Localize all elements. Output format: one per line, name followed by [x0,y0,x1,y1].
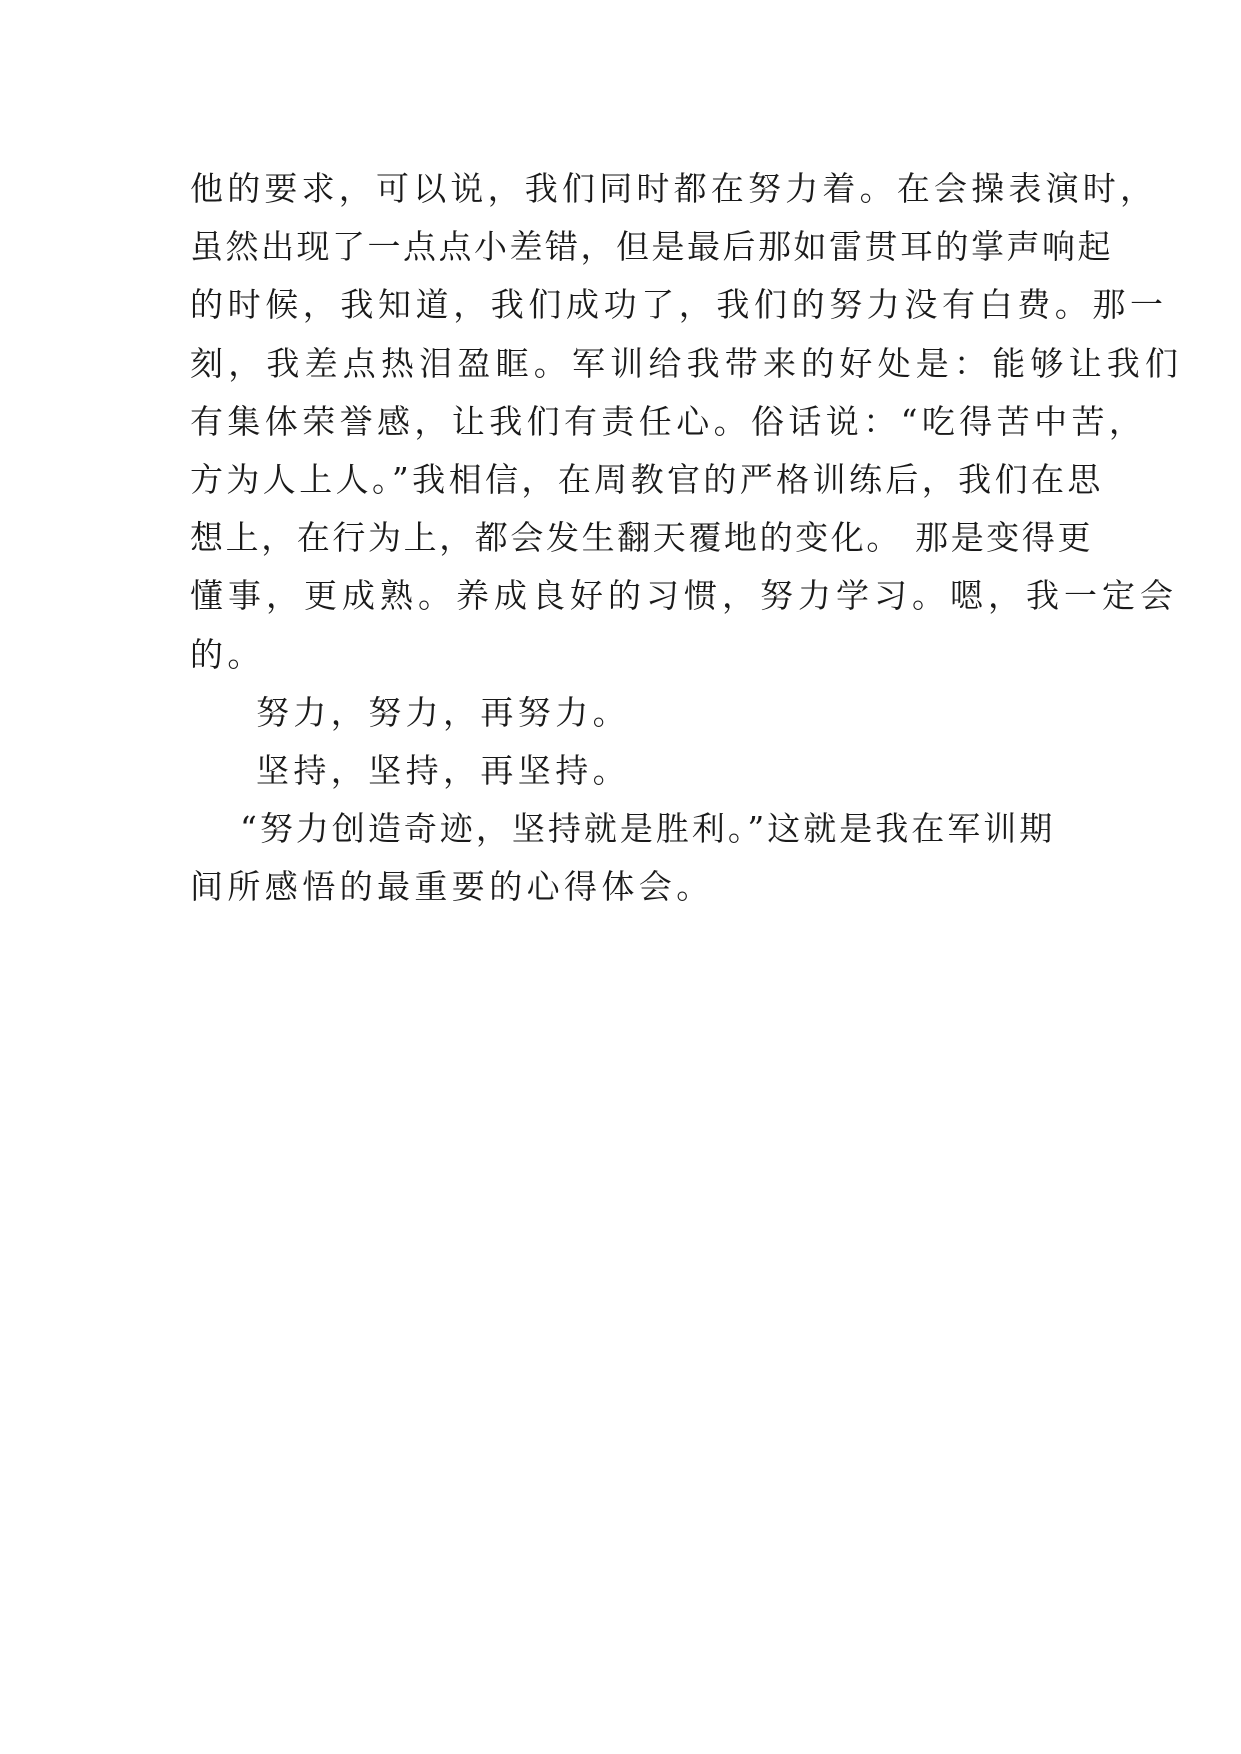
text-line: “努力创造奇迹，坚持就是胜利。”这就是我在军训期 [240,809,1056,849]
text-line: 坚持，坚持，再坚持。 [256,750,630,790]
text-line: 的。 [190,634,265,674]
text-line: 的时候，我知道，我们成功了，我们的努力没有白费。那一 [190,285,1168,325]
text-line: 他的要求，可以说，我们同时都在努力着。在会操表演时， [190,169,1158,208]
document-body [190,160,1184,916]
text-line: 努力，努力，再努力。 [256,692,630,732]
text-line: 想上，在行为上，都会发生翻天覆地的变化。 那是变得更 [190,518,1094,558]
paragraph [190,160,1184,684]
paragraph [190,684,1060,742]
text-line: 间所感悟的最重要的心得体会。 [190,867,714,907]
text-line: 虽然出现了一点点小差错，但是最后那如雷贯耳的掌声响起 [190,227,1113,267]
text-line: 方为人上人。”我相信，在周教官的严格训练后，我们在思 [190,459,1104,499]
paragraph [190,742,1060,800]
text-line: 懂事，更成熟。养成良好的习惯，努力学习。嗯，我一定会 [190,576,1178,616]
paragraph [190,800,1060,916]
text-line: 有集体荣誉感，让我们有责任心。俗话说：“吃得苦中苦， [190,401,1147,441]
text-line: 刻，我差点热泪盈眶。军训给我带来的好处是：能够让我们 [190,343,1184,383]
